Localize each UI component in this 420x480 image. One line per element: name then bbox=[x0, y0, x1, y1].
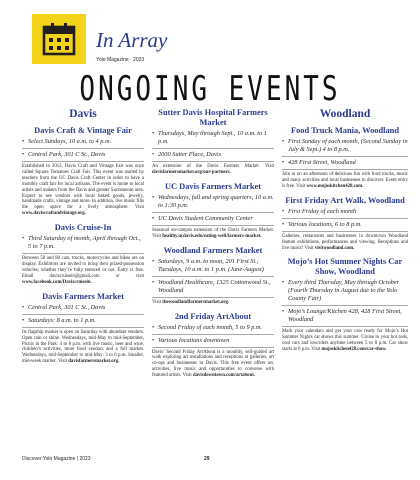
page-title: ONGOING EVENTS bbox=[79, 70, 341, 109]
calendar-icon bbox=[42, 22, 76, 56]
event-meta: • UC Davis Student Community Center bbox=[152, 215, 274, 223]
event-link[interactable]: mojoskitchen428.com/car-show. bbox=[321, 347, 387, 353]
column-middle bbox=[152, 104, 274, 385]
divider bbox=[282, 231, 408, 232]
event-meta: • Woodland Healthcare, 1325 Cottonwood St., Woodland bbox=[152, 279, 274, 295]
event-description bbox=[22, 256, 144, 286]
divider bbox=[22, 327, 144, 328]
event-description bbox=[22, 164, 144, 217]
event-meta: • Thursdays, May through Sept., 10 a.m. to 1 p.m. bbox=[152, 130, 274, 146]
event-meta: • Saturdays, 9 a.m. to noon, 201 First St.; Tuesdays, 10 a.m. to 1 p.m. (June-August) bbox=[152, 258, 274, 274]
event-meta: • Various locations, 6 to 8 p.m. bbox=[282, 221, 408, 229]
divider bbox=[282, 169, 408, 170]
region-heading: Woodland bbox=[319, 108, 371, 120]
section-brand: In Array bbox=[96, 28, 168, 52]
event-link[interactable]: visitwoodland.com. bbox=[314, 245, 355, 251]
footer-publication: Discover Yolo Magazine | 2023 bbox=[22, 456, 91, 462]
event-meta: • 2000 Sutter Place, Davis bbox=[152, 151, 274, 159]
divider bbox=[152, 297, 274, 298]
event-meta: • Wednesdays, fall and spring quarters, 10 a.m. to 1:30 p.m. bbox=[152, 194, 274, 210]
event-meta: • 428 First Street, Woodland bbox=[282, 159, 408, 167]
event-description-text: Seasonal on-campus extension of the Davis Farmers Market. Visit bbox=[152, 227, 274, 239]
event-link[interactable]: thewoodlandfarmersmarket.org. bbox=[162, 299, 230, 305]
event-title: First Friday Art Walk, Woodland bbox=[285, 195, 405, 205]
event-description-text: Established in 2012, Davis Craft and Vintage Fair was once called Square Tomatoes Craft Fair. This event was started by teachers from the UC Davis Craft Center in order to have a monthly craft fair for local artisans. The event is home to local artists and makers from the Davis and greater Sacramento area. Expect to see vendors with local baked goods, jewelry, handmade crafts, vintage and more. In addition, live music fills the open space for a lively atmosphere. Visit bbox=[22, 164, 144, 211]
column-davis bbox=[22, 104, 144, 371]
event-description bbox=[152, 300, 274, 306]
event-meta: • Central Park, 301 C St., Davis bbox=[22, 304, 144, 312]
divider bbox=[282, 218, 408, 219]
event-link[interactable]: www.daviscraftandvintage.org. bbox=[22, 211, 86, 217]
divider bbox=[152, 276, 274, 277]
divider bbox=[152, 212, 274, 213]
event-link[interactable]: www.mojoskitchen428.com. bbox=[306, 183, 364, 189]
event-meta: • First Friday of each month bbox=[282, 208, 408, 216]
event-title: Davis Cruise-In bbox=[54, 223, 112, 233]
page-header bbox=[0, 0, 420, 80]
event-meta: • Third Saturday of month, April through Oct., 5 to 7 p.m. bbox=[22, 235, 144, 251]
event-meta: • Every third Thursday, May through October (Fourth Thursday in August due to the Yolo County Fair) bbox=[282, 279, 408, 303]
event-link[interactable]: davisfarmersmarket.org. bbox=[68, 359, 120, 365]
event-meta: • Second Friday of each month, 5 to 9 p.m. bbox=[152, 324, 274, 332]
event-title: Davis Farmers Market bbox=[42, 291, 124, 301]
event-description-text: Davis’ Second Friday ArtAbout is a monthly, self-guided art walk exploring art installations and receptions at galleries, art co-ops and businesses in Davis. This free event offers art, activities, live music and opportunities to converse with featured artists. Visit bbox=[152, 349, 274, 379]
event-meta: • Select Sundays, 10 a.m. to 4 p.m. bbox=[22, 138, 144, 146]
event-link[interactable]: healthy.ucdavis.edu/eating-well/farmers-market. bbox=[162, 233, 262, 239]
divider bbox=[22, 314, 144, 315]
issue-label: Yolo Magazine · 2023 bbox=[96, 57, 145, 63]
event-title: Sutter Davis Hospital Farmers Market bbox=[158, 108, 268, 127]
event-description bbox=[152, 350, 274, 380]
event-meta: • First Sunday of each month, (Second Sunday in July & Sept.) 4 to 8 p.m. bbox=[282, 138, 408, 154]
divider bbox=[282, 326, 408, 327]
event-meta: • Central Park, 301 C St., Davis bbox=[22, 151, 144, 159]
event-description-text: An extension of the Davis Farmers Market. Visit bbox=[152, 164, 274, 169]
divider bbox=[22, 253, 144, 254]
page-number: 29 bbox=[204, 456, 210, 462]
event-description-text: Galleries, restaurants and businesses in downtown Woodland feature exhibitions, performances and viewing. Receptions and live music! Visit bbox=[282, 233, 408, 251]
divider bbox=[152, 225, 274, 226]
event-meta: • Mojo’s Lounge/Kitchen 428, 428 First Street, Woodland bbox=[282, 308, 408, 324]
event-description bbox=[152, 164, 274, 176]
event-description-text: Its flagship market is open on Saturday with abundant vendors. Open rain or shine. Wednesdays, mid-May to mid-September, Picnic in the Park: 4 to 8 p.m. with live music, beer and wine, children’s activities, more food vendors and a full market. Wednesdays, mid-September to mid-May: 3 to 6 p.m. Smaller, mid-week market. Visit bbox=[22, 329, 144, 365]
divider bbox=[22, 148, 144, 149]
divider bbox=[22, 161, 144, 162]
divider bbox=[282, 156, 408, 157]
calendar-badge bbox=[32, 14, 86, 64]
divider bbox=[282, 305, 408, 306]
event-title: Food Truck Mania, Woodland bbox=[291, 126, 399, 135]
event-description bbox=[282, 329, 408, 353]
event-description bbox=[282, 234, 408, 252]
event-title: UC Davis Farmers Market bbox=[164, 181, 262, 191]
event-description bbox=[282, 172, 408, 190]
event-link[interactable]: www.facebook.com/Daviscruisein. bbox=[22, 279, 92, 285]
event-link[interactable]: davisdowntown.com/artabout. bbox=[192, 373, 256, 379]
event-description-text: Visit bbox=[152, 299, 162, 305]
divider bbox=[152, 347, 274, 348]
column-woodland bbox=[282, 104, 408, 359]
event-title: 2nd Friday ArtAbout bbox=[174, 311, 252, 321]
event-title: Woodland Farmers Market bbox=[163, 245, 263, 255]
event-description-text: Mark your calendars and get your cars ready for Mojo’s Hot Summer Nights car shows this summer. Cruise in your hot rods, cool cars and lowriders anytime between 5 to 8 p.m. Car show starts at 6 p.m. Visit bbox=[282, 329, 408, 353]
event-meta: • Various locations downtown bbox=[152, 337, 274, 345]
event-description-text: Join in on an afternoon of delicious fun with food trucks, music and many activities and local businesses to discover. Event entry is free. Visit bbox=[282, 172, 408, 189]
divider bbox=[152, 161, 274, 162]
event-description bbox=[152, 228, 274, 240]
divider bbox=[152, 334, 274, 335]
event-title: Mojo’s Hot Summer Nights Car Show, Woodland bbox=[287, 257, 403, 277]
event-description-text: Between 50 and 80 cars, trucks, motorcycles and bikes are on display. Exhibitors are invited to bring their prized-possession vehicles, whether they’re fully restored or not. Entry is free. Email daviscruisein@gmail.com or visit bbox=[22, 256, 144, 279]
event-meta: • Saturdays: 8 a.m. to 1 p.m. bbox=[22, 317, 144, 325]
event-title: Davis Craft & Vintage Fair bbox=[34, 126, 132, 135]
divider bbox=[152, 148, 274, 149]
region-heading: Davis bbox=[69, 108, 97, 120]
event-description bbox=[22, 330, 144, 365]
event-link[interactable]: davisfarmersmarket.org/our-partners. bbox=[152, 169, 231, 175]
